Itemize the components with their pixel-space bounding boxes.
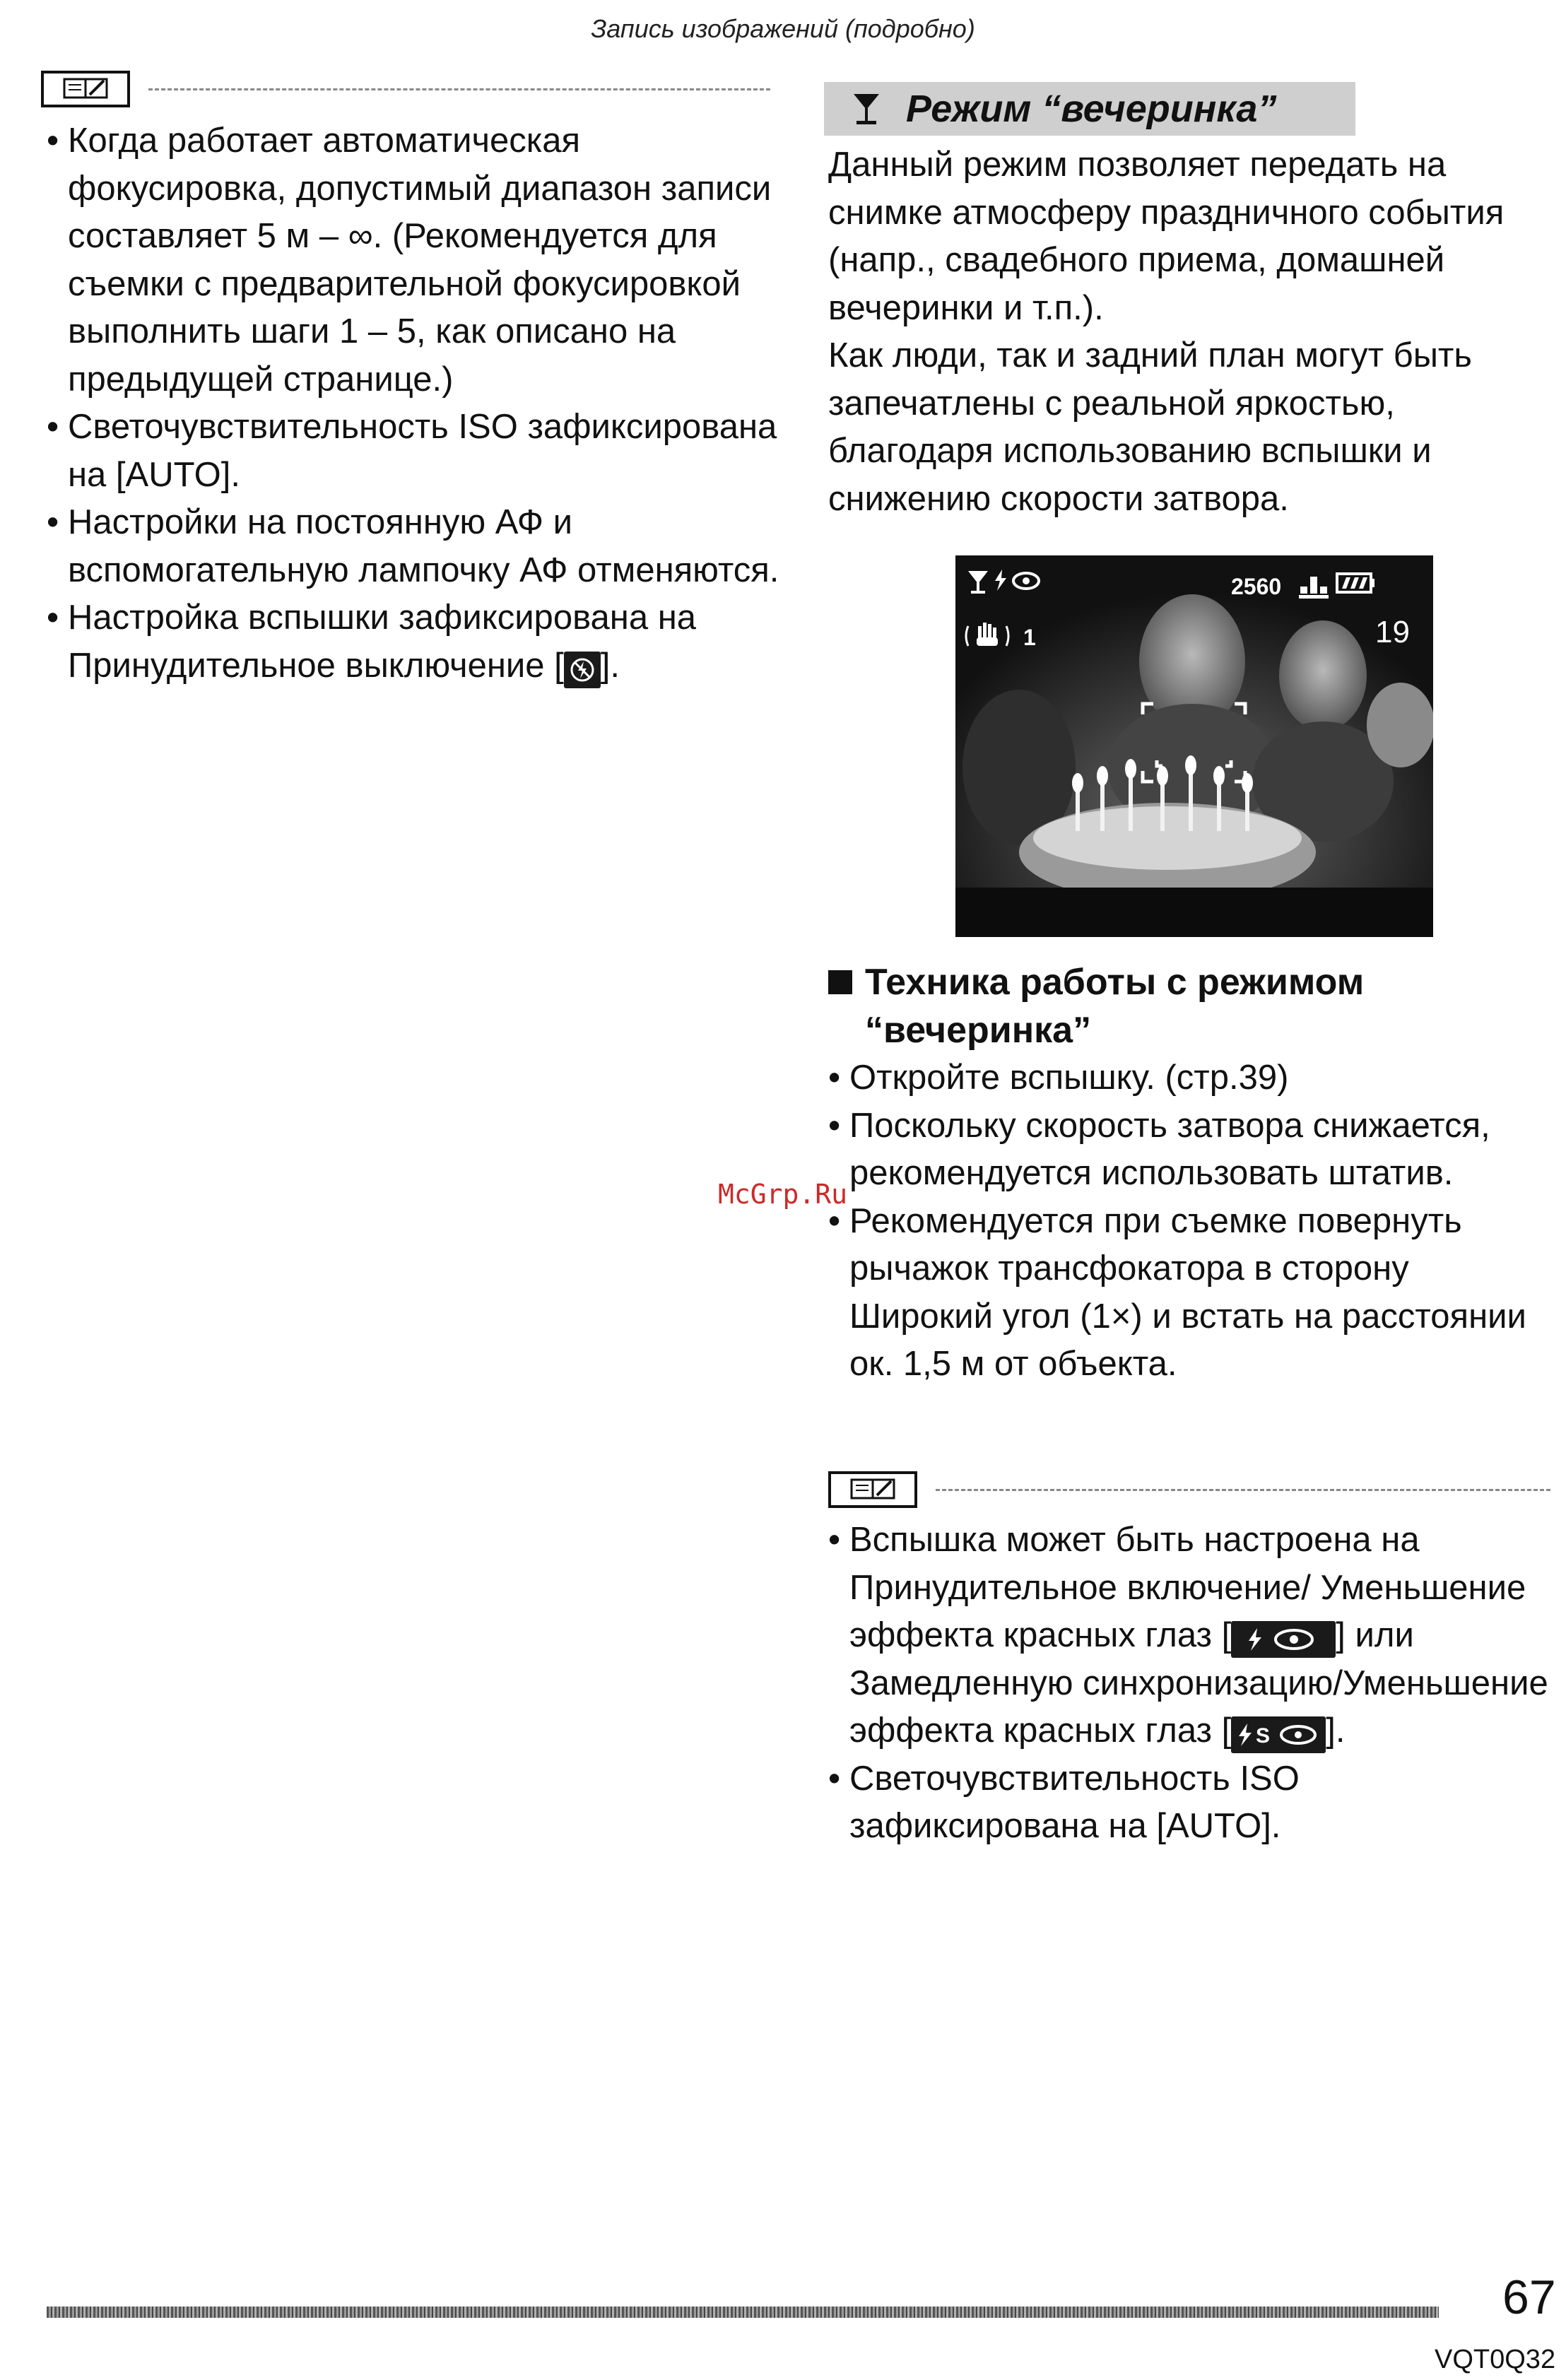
stabilizer-mode-value: 1	[1023, 625, 1036, 650]
memo-note-marker	[41, 71, 770, 107]
note-text-close: ].	[600, 646, 620, 685]
page-number: 67	[1502, 2270, 1556, 2324]
section-title: Режим “вечеринка”	[906, 88, 1277, 130]
note-item: • Когда работает автоматическая фокусировка, допустимый диапазон записи составляет 5 м – ∞. (Рекомендуется для съемки с предварительной фокусировкой выполнить шаги 1 – 5, как описано на предыдущей странице.)	[47, 117, 782, 403]
note-item-flash-modes	[828, 1516, 1556, 1755]
note-item-flash-off	[47, 594, 782, 690]
note-item: • Светочувствительность ISO зафиксирована на [AUTO].	[828, 1755, 1556, 1851]
watermark: McGrp.Ru	[718, 1179, 848, 1210]
memo-note-marker	[828, 1471, 1550, 1508]
tips-heading-line1: Техника работы с режимом	[865, 962, 1365, 1003]
memo-icon	[828, 1471, 917, 1508]
intro-paragraph: Как люди, так и задний план могут быть запечатлены с реальной яркостью, благодаря использованию вспышки и снижению скорости затвора.	[828, 336, 1472, 518]
note-text: ].	[1326, 1712, 1346, 1750]
flash-off-icon	[564, 652, 601, 688]
running-header: Запись изображений (подробно)	[591, 14, 975, 43]
dashed-rule	[148, 88, 770, 90]
shots-remaining: 2560	[1231, 574, 1282, 599]
tip-item: • Рекомендуется при съемке повернуть рычажок трансфокатора в сторону Широкий угол (1×) и встать на расстоянии ок. 1,5 м от объекта.	[828, 1198, 1556, 1389]
note-text: Вспышка может быть настроена на Принудительное включение/ Уменьшение эффекта красных глаз [	[849, 1521, 1526, 1654]
tips-heading-line2: “вечеринка”	[865, 1010, 1092, 1051]
intro-paragraph: Данный режим позволяет передать на снимке атмосферу праздничного события (напр., свадебного приема, домашней вечеринки и т.п.).	[828, 146, 1505, 327]
tip-item: • Откройте вспышку. (стр.39)	[828, 1054, 1556, 1102]
note-item: • Настройки на постоянную АФ и вспомогательную лампочку АФ отменяются.	[47, 499, 782, 594]
tips-heading	[828, 958, 1364, 1054]
footer-bar	[47, 2307, 1439, 2318]
section-title-bar	[824, 82, 1355, 136]
document-code: VQT0Q32	[1435, 2345, 1556, 2374]
memo-icon	[41, 71, 130, 107]
square-bullet-icon	[828, 970, 852, 994]
party-glass-icon	[851, 90, 882, 128]
count-right: 19	[1375, 615, 1410, 649]
left-notes	[47, 117, 782, 690]
dashed-rule	[936, 1489, 1550, 1491]
party-mode-screen-photo	[955, 555, 1433, 937]
note-text: ] или Замедленную синхронизацию/Уменьшение эффекта красных глаз [	[849, 1616, 1548, 1750]
svg-text:S: S	[1256, 1724, 1271, 1748]
tips-list	[828, 1054, 1556, 1389]
note-text: Настройка вспышки зафиксирована на Принудительное выключение [	[68, 599, 697, 685]
note-item: • Светочувствительность ISO зафиксирована на [AUTO].	[47, 403, 782, 499]
slow-sync-redeye-icon	[1231, 1716, 1326, 1753]
right-notes	[828, 1516, 1556, 1851]
intro-text	[828, 141, 1556, 523]
tip-item: • Поскольку скорость затвора снижается, рекомендуется использовать штатив.	[828, 1102, 1556, 1198]
party-scene-image	[955, 555, 1433, 937]
flash-redeye-icon	[1231, 1621, 1336, 1658]
